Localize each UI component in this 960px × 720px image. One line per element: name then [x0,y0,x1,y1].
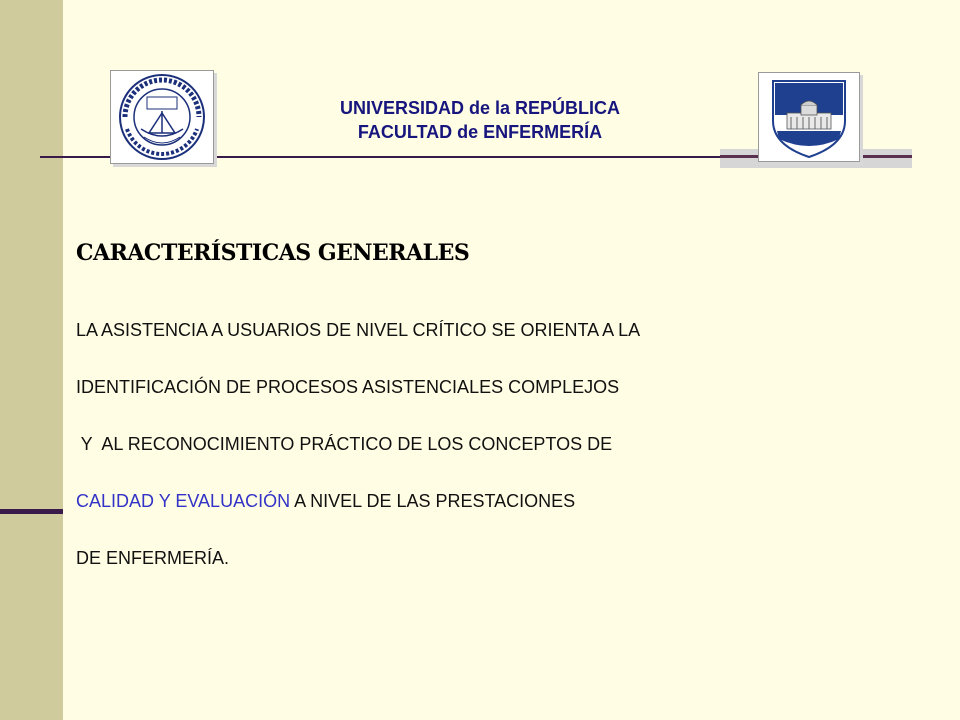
body-line-3: Y AL RECONOCIMIENTO PRÁCTICO DE LOS CONCEPTOS DE [76,434,613,454]
body-line-4-rest: A NIVEL DE LAS PRESTACIONES [290,491,576,511]
body-line-2: IDENTIFICACIÓN DE PROCESOS ASISTENCIALES COMPLEJOS [76,377,620,397]
faculty-name: FACULTAD de ENFERMERÍA [357,122,603,142]
body-line-5: DE ENFERMERÍA. [76,548,230,568]
universidad-crest-icon [759,73,859,161]
university-logo [758,72,860,162]
highlight-text: CALIDAD Y EVALUACIÓN [76,491,291,511]
university-name: UNIVERSIDAD de la REPÚBLICA [339,98,621,118]
institution-header [240,96,720,144]
body-line-1: LA ASISTENCIA A USUARIOS DE NIVEL CRÍTICO SE ORIENTA A LA [76,320,641,340]
side-accent [0,509,63,514]
facultad-enfermeria-seal-icon [111,71,213,163]
faculty-logo [110,70,214,164]
body-line-4 [76,491,575,512]
section-title: CARACTERÍSTICAS GENERALES [76,240,470,266]
side-bar [0,0,63,720]
